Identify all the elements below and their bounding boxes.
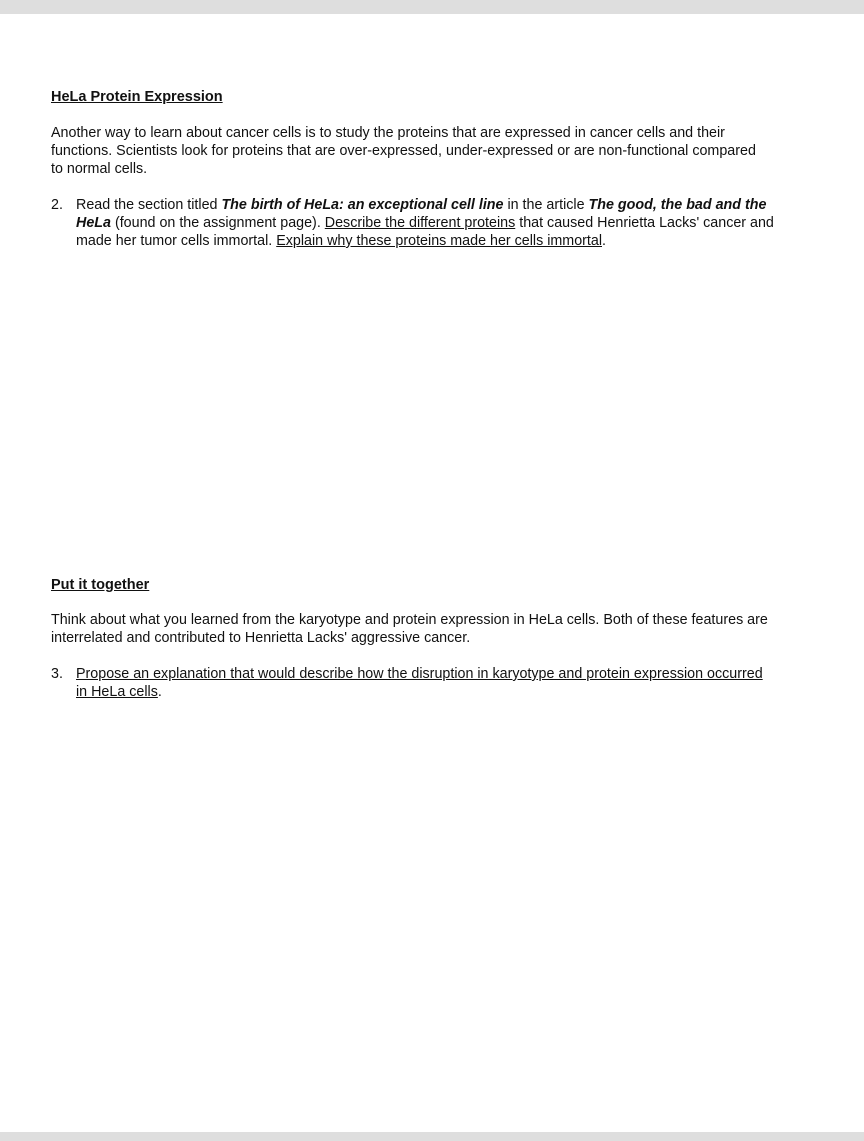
question-text: Propose an explanation that would describe how the disruption in karyotype and protein expression occurred in HeLa cells. [76,666,763,700]
bottom-scroll-gutter [0,1132,864,1141]
top-scroll-gutter [0,0,864,14]
section-intro-put-it-together: Think about what you learned from the karyotype and protein expression in HeLa cells. Both of these features are interrelated and contributed to Henrietta Lacks' aggressive cancer. [51,612,768,646]
question-number: 3. [51,666,63,682]
document-page [0,14,864,1132]
question-number: 2. [51,197,63,213]
question-2 [51,196,775,250]
article-title: The good, the bad and the HeLa [76,197,767,231]
question-text: Read the section titled The birth of HeLa: an exceptional cell line in the article The good, the bad and the HeLa (found on the assignment page). Describe the different proteins that caused Henrietta Lacks' cancer and made her tumor cells immortal. Explain why these proteins made her cells immortal. [76,197,774,249]
section-heading-put-it-together: Put it together [51,577,150,593]
task-explain-immortal: Explain why these proteins made her cells immortal [276,233,603,249]
task-describe-proteins: Describe the different proteins [324,215,516,231]
article-section-title: The birth of HeLa: an exceptional cell line [221,197,504,213]
section-heading-protein-expression: HeLa Protein Expression [51,89,223,105]
section-intro-protein-expression: Another way to learn about cancer cells is to study the proteins that are expressed in cancer cells and their functions. Scientists look for proteins that are over-expressed, under-expressed or are non-functional compared to normal cells. [51,125,756,177]
task-propose-explanation: Propose an explanation that would describe how the disruption in karyotype and protein expression occurred in HeLa cells [76,666,763,700]
question-3 [51,665,775,701]
